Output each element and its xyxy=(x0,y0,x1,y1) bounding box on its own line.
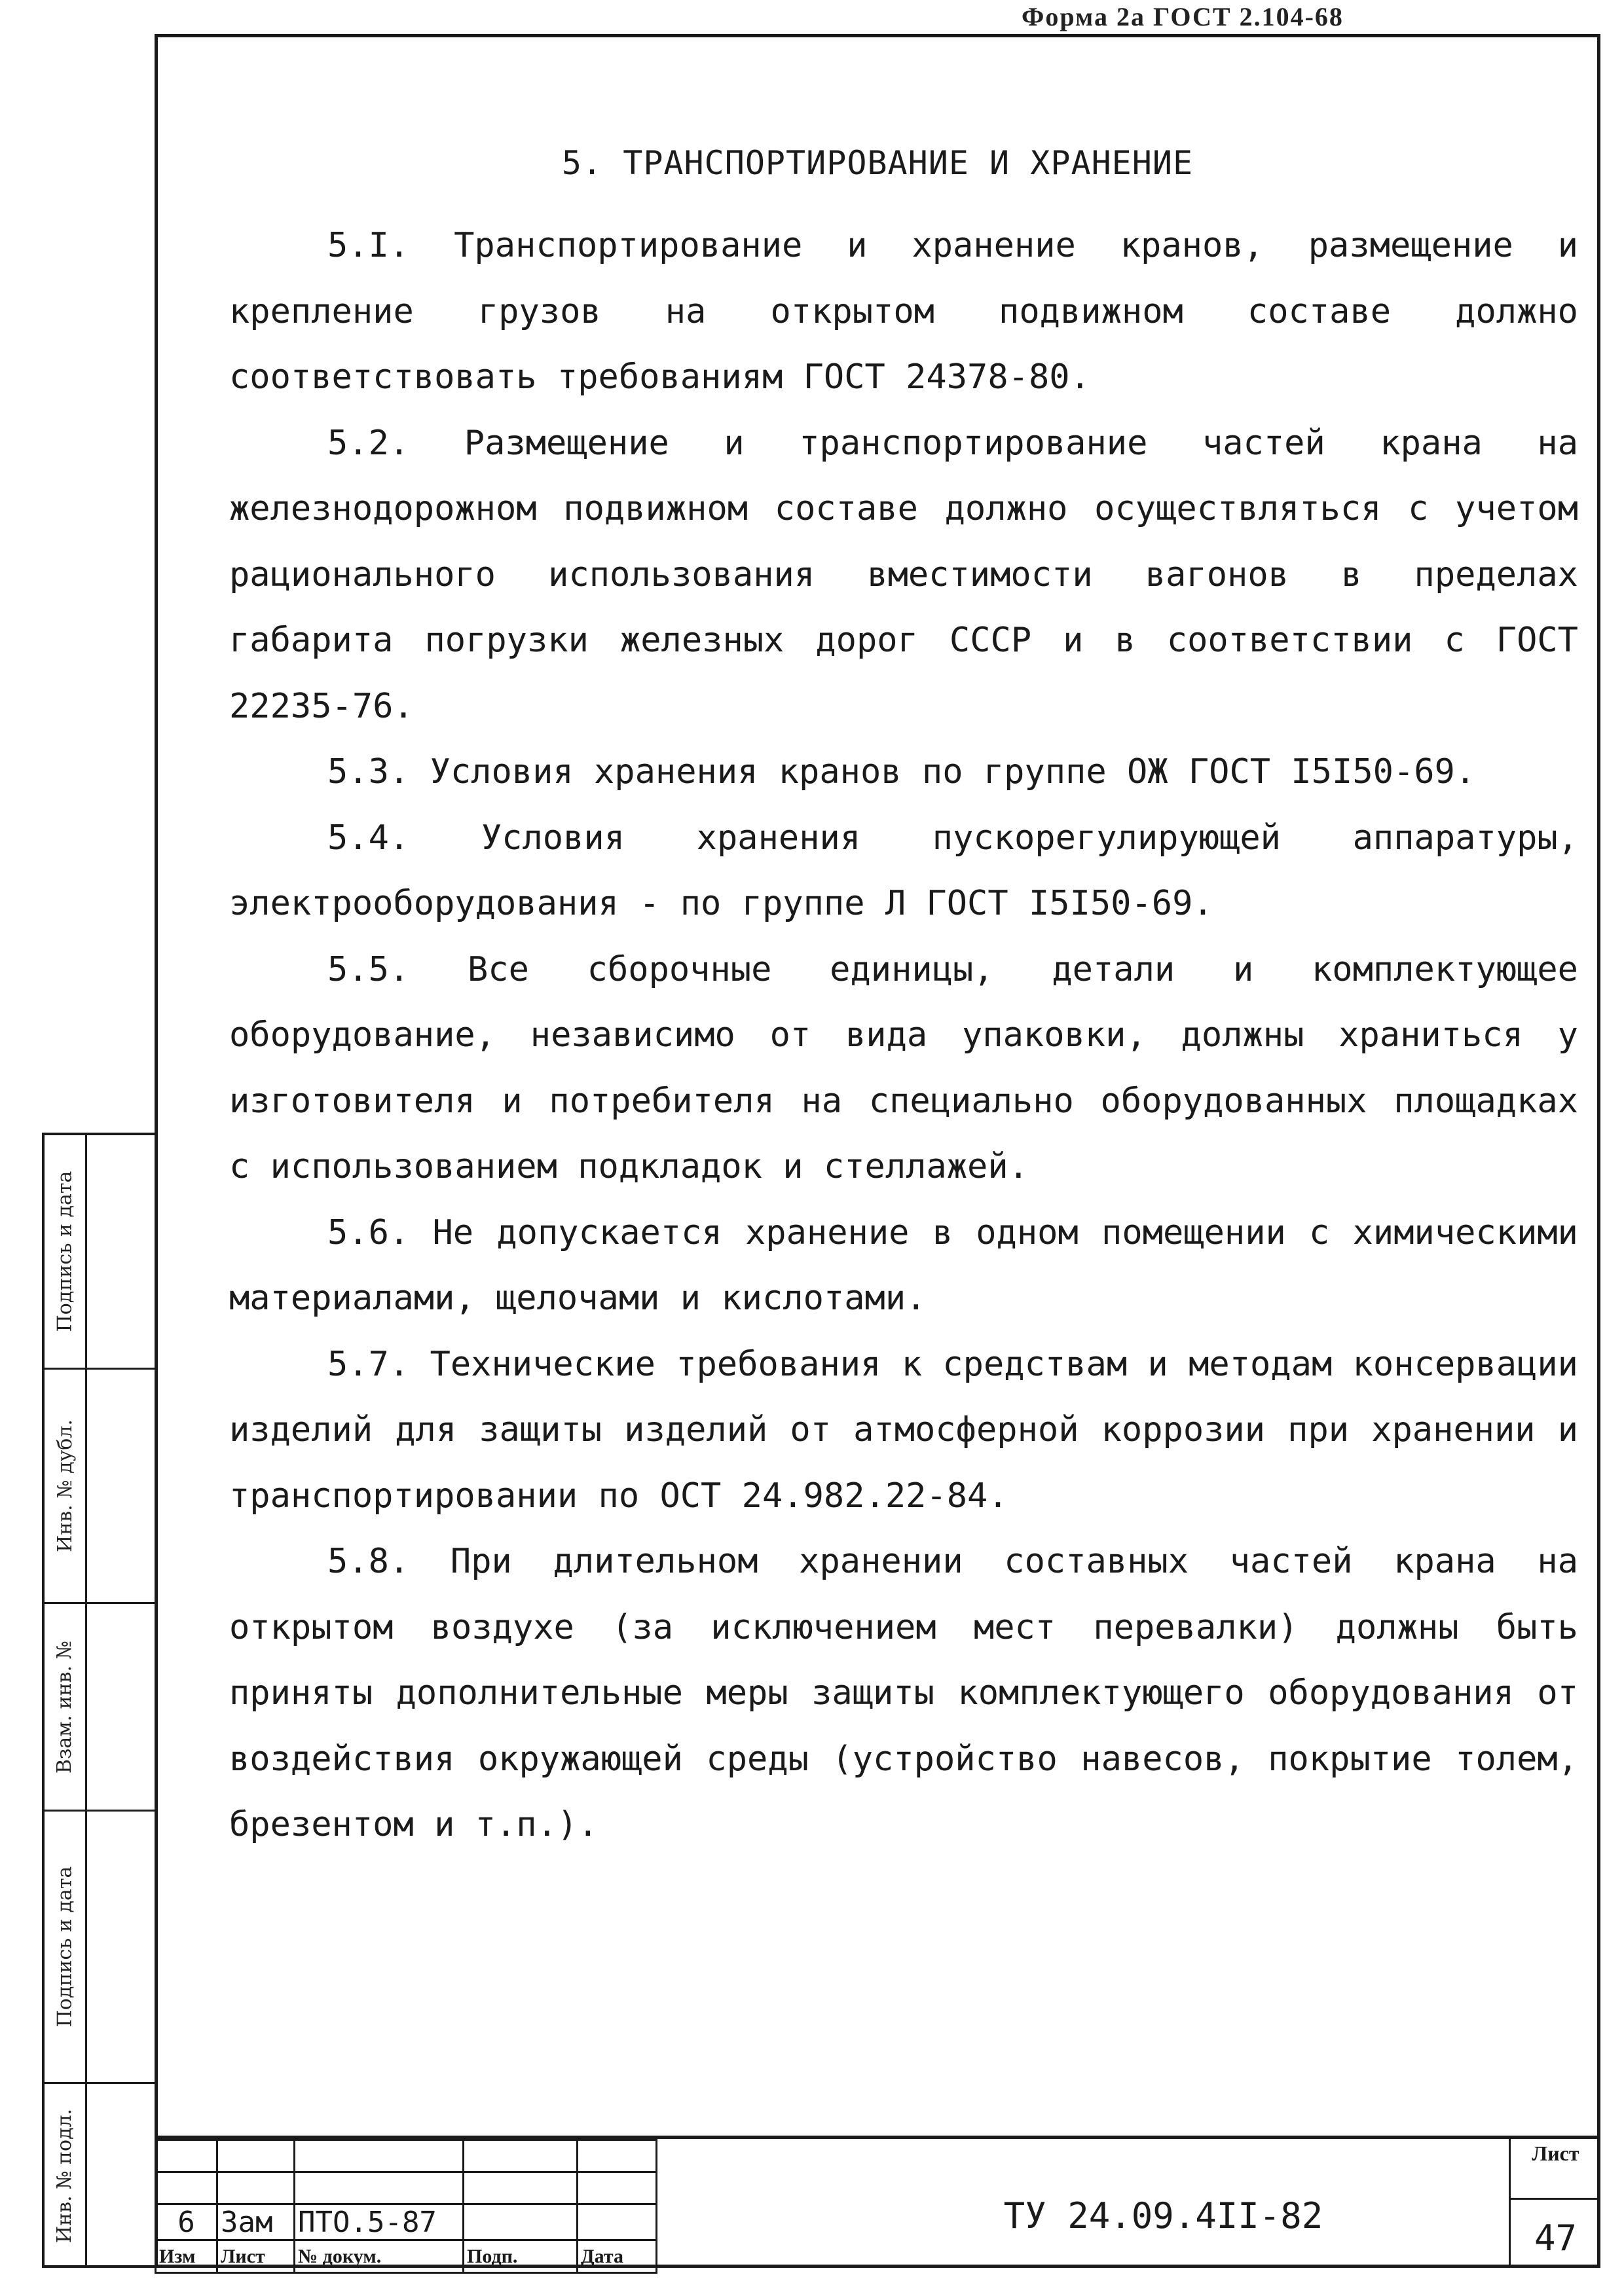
side-label-signature-date-2: Подпись и дата xyxy=(53,1866,77,2028)
document-body xyxy=(229,213,1578,1858)
section-title: 5. ТРАНСПОРТИРОВАНИЕ И ХРАНЕНИЕ xyxy=(561,144,1194,182)
side-cell-original-inv xyxy=(45,2084,155,2268)
revision-change-no: 6 xyxy=(156,2204,217,2240)
form-stamp-header: Форма 2а ГОСТ 2.104-68 xyxy=(1022,2,1344,31)
revision-signature xyxy=(464,2204,578,2240)
title-block xyxy=(155,2136,1600,2268)
side-cell-signature-date-2 xyxy=(45,1812,155,2084)
document-designation xyxy=(655,2139,1624,2268)
paragraph-5-8: 5.8. При длительном хранении составных частей крана на открытом воздухе (за исключением мест перевалки) должны быть приняты дополнительные меры защиты комплектующего оборудования от воздействия окружающей среды (устройство навесов, покрытие толем, брезентом и т.п.). xyxy=(229,1542,1578,1844)
side-stamp-column xyxy=(42,1133,155,2268)
revision-table xyxy=(155,2139,657,2274)
sheet-number-box xyxy=(1509,2139,1600,2268)
header-signature: Подп. xyxy=(464,2240,578,2273)
side-cell-dup-inv xyxy=(45,1370,155,1604)
designation-text: ТУ 24.09.4II-82 xyxy=(1003,2195,1323,2236)
side-label-replace-inv: Взам. инв. № xyxy=(53,1640,77,1774)
side-label-dup-inv: Инв. № дубл. xyxy=(53,1419,77,1552)
paragraph-5-6: 5.6. Не допускается хранение в одном помещении с химическими материалами, щелочами и кислотами. xyxy=(229,1212,1578,1318)
sheet-label: Лист xyxy=(1532,2141,1579,2165)
header-doc: № докум. xyxy=(295,2240,464,2273)
paragraph-5-1: 5.I. Транспортирование и хранение кранов, размещение и крепление грузов на открытом подвижном составе должно соответствовать требованиям ГОСТ 24378-80. xyxy=(229,226,1578,397)
side-cell-signature-date xyxy=(45,1135,155,1370)
header-sheet: Лист xyxy=(217,2240,295,2273)
paragraph-5-2: 5.2. Размещение и транспортирование частей крана на железнодорожном подвижном составе должно осуществляться с учетом рационального использования вместимости вагонов в пределах габарита погрузки железных дорог СССР и в соответствии с ГОСТ 22235-76. xyxy=(229,423,1578,726)
paragraph-5-7: 5.7. Технические требования к средствам и методам консервации изделий для защиты изделий от атмосферной коррозии при хранении и транспортировании по ОСТ 24.982.22-84. xyxy=(229,1344,1578,1516)
side-label-original-inv: Инв. № подл. xyxy=(53,2108,77,2244)
revision-date xyxy=(578,2204,657,2240)
header-date: Дата xyxy=(578,2240,657,2273)
side-cell-replace-inv xyxy=(45,1604,155,1812)
paragraph-5-4: 5.4. Условия хранения пускорегулирующей аппаратуры, электрооборудования - по группе Л ГОСТ I5I50-69. xyxy=(229,818,1578,923)
side-label-signature-date: Подпись и дата xyxy=(53,1171,77,1332)
sheet-number: 47 xyxy=(1534,2217,1578,2259)
revision-sheet: Зам xyxy=(217,2204,295,2240)
paragraph-5-3: 5.3. Условия хранения кранов по группе ОЖ ГОСТ I5I50-69. xyxy=(327,752,1476,792)
revision-doc-no: ПТО.5-87 xyxy=(295,2204,464,2240)
paragraph-5-5: 5.5. Все сборочные единицы, детали и комплектующее оборудование, независимо от вида упаковки, должны храниться у изготовителя и потребителя на специально оборудованных площадках с использованием подкладок и стеллажей. xyxy=(229,949,1578,1186)
header-change: Изм xyxy=(156,2240,217,2273)
